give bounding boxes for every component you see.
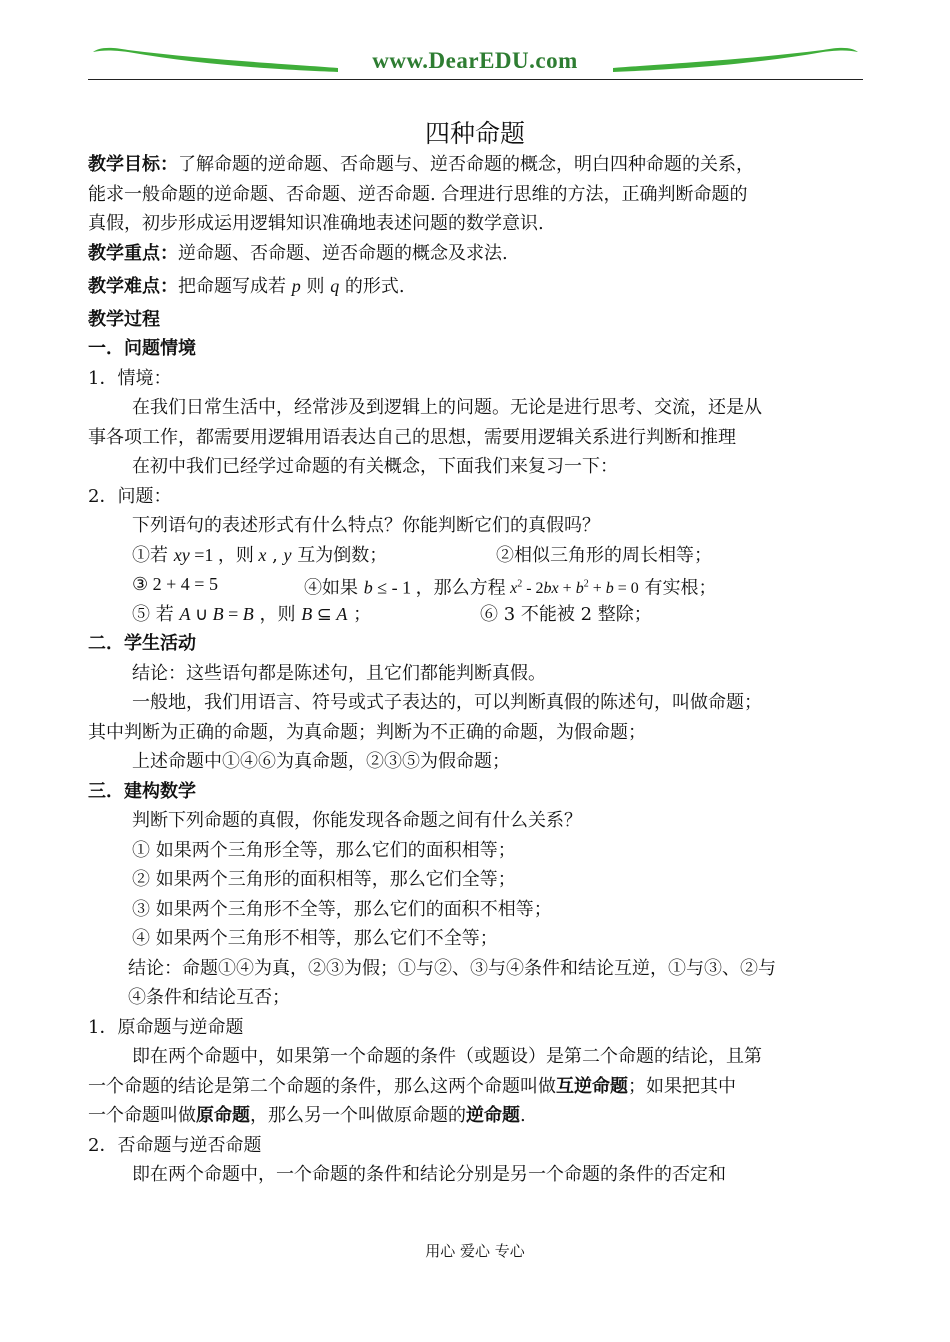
example-row-1 xyxy=(88,541,864,571)
goals-line-1: 教学目标：了解命题的逆命题、否命题与、逆否命题的概念，明白四种命题的关系， xyxy=(88,154,754,175)
page-title: 四种命题 xyxy=(424,119,525,148)
list-item: ① 如果两个三角形全等，那么它们的面积相等； xyxy=(132,839,516,861)
subsection-heading-1: 1．原命题与逆命题 xyxy=(88,1016,244,1038)
section-heading-1: 一．问题情境 xyxy=(88,338,196,359)
subsection-heading-2: 2．否命题与逆否命题 xyxy=(88,1134,262,1156)
paragraph: 上述命题中①④⑥为真命题，②③⑤为假命题； xyxy=(132,751,510,772)
paragraph: 一个命题叫做原命题，那么另一个叫做原命题的逆命题. xyxy=(88,1105,526,1126)
question-text: 下列语句的表述形式有什么特点？你能判断它们的真假吗？ xyxy=(132,515,600,536)
brand-logo-text: www.DearEDU.com xyxy=(372,48,578,73)
goals-line-3: 真假，初步形成运用逻辑知识准确地表述问题的数学意识. xyxy=(88,213,544,234)
paragraph: 一个命题的结论是第二个命题的条件，那么这两个命题叫做互逆命题；如果把其中 xyxy=(88,1075,736,1097)
paragraph: 在我们日常生活中，经常涉及到逻辑上的问题。无论是进行思考、交流，还是从 xyxy=(132,397,762,418)
example-2: ②相似三角形的周长相等； xyxy=(496,544,712,566)
example-4: ④如果 b ≤ - 1 ，那么方程 $x^2 - 2bx + b^2 + b = 0$ 有实根； xyxy=(304,577,717,599)
goals-label: 教学目标： xyxy=(88,154,178,175)
document-body xyxy=(88,150,864,1190)
paragraph: 在初中我们已经学过命题的有关概念，下面我们来复习一下： xyxy=(132,456,618,477)
example-6: ⑥ 3 不能被 2 整除； xyxy=(480,603,652,625)
conclusion-line-2: ④条件和结论互否； xyxy=(128,987,290,1008)
paragraph: 其中判断为正确的命题，为真命题；判断为不正确的命题，为假命题； xyxy=(88,721,646,743)
item-1: 1．情境： xyxy=(88,367,172,389)
list-item: ④ 如果两个三角形不相等，那么它们不全等； xyxy=(132,928,498,949)
paragraph: 即在两个命题中，一个命题的条件和结论分别是另一个命题的条件的否定和 xyxy=(132,1164,726,1185)
paragraph: 判断下列命题的真假，你能发现各命题之间有什么关系？ xyxy=(132,810,582,831)
paragraph: 即在两个命题中，如果第一个命题的条件（或题设）是第二个命题的结论，且第 xyxy=(132,1046,762,1067)
example-5: ⑤ 若 A ∪ B = B ，则 B ⊆ A ； xyxy=(132,603,372,625)
item-2: 2．问题： xyxy=(88,485,172,507)
list-item: ③ 如果两个三角形不全等，那么它们的面积不相等； xyxy=(132,898,552,920)
paragraph: 一般地，我们用语言、符号或式子表达的，可以判断真假的陈述句，叫做命题； xyxy=(132,692,762,713)
difficulty-label: 教学难点： xyxy=(88,276,178,297)
paragraph: 事各项工作，都需要用逻辑用语表达自己的思想，需要用逻辑关系进行判断和推理 xyxy=(88,426,736,448)
list-item: ② 如果两个三角形的面积相等，那么它们全等； xyxy=(132,869,516,890)
header-divider xyxy=(88,79,863,80)
example-row-3 xyxy=(88,600,864,630)
goals-line-2: 能求一般命题的逆命题、否命题、逆否命题. 合理进行思维的方法，正确判断命题的 xyxy=(88,183,748,205)
focus-line: 教学重点：逆命题、否命题、逆否命题的概念及求法. xyxy=(88,242,508,264)
section-heading-2: 二．学生活动 xyxy=(88,633,196,654)
page-footer: 用心 爱心 专心 xyxy=(425,1242,525,1260)
section-heading-3: 三．建构数学 xyxy=(88,780,196,802)
example-row-2 xyxy=(88,570,864,600)
example-3: ③ 2 + 4 = 5 xyxy=(132,574,218,594)
process-heading: 教学过程 xyxy=(88,308,160,330)
focus-label: 教学重点： xyxy=(88,242,178,264)
difficulty-line: 教学难点：把命题写成若 p 则 q 的形式. xyxy=(88,276,405,297)
conclusion-line-1: 结论：命题①④为真，②③为假；①与②、③与④条件和结论互逆，①与③、②与 xyxy=(128,957,776,979)
paragraph: 结论：这些语句都是陈述句，且它们都能判断真假。 xyxy=(132,662,546,684)
example-1: ①若 xy =1 ，则 x , y 互为倒数； xyxy=(132,544,388,566)
